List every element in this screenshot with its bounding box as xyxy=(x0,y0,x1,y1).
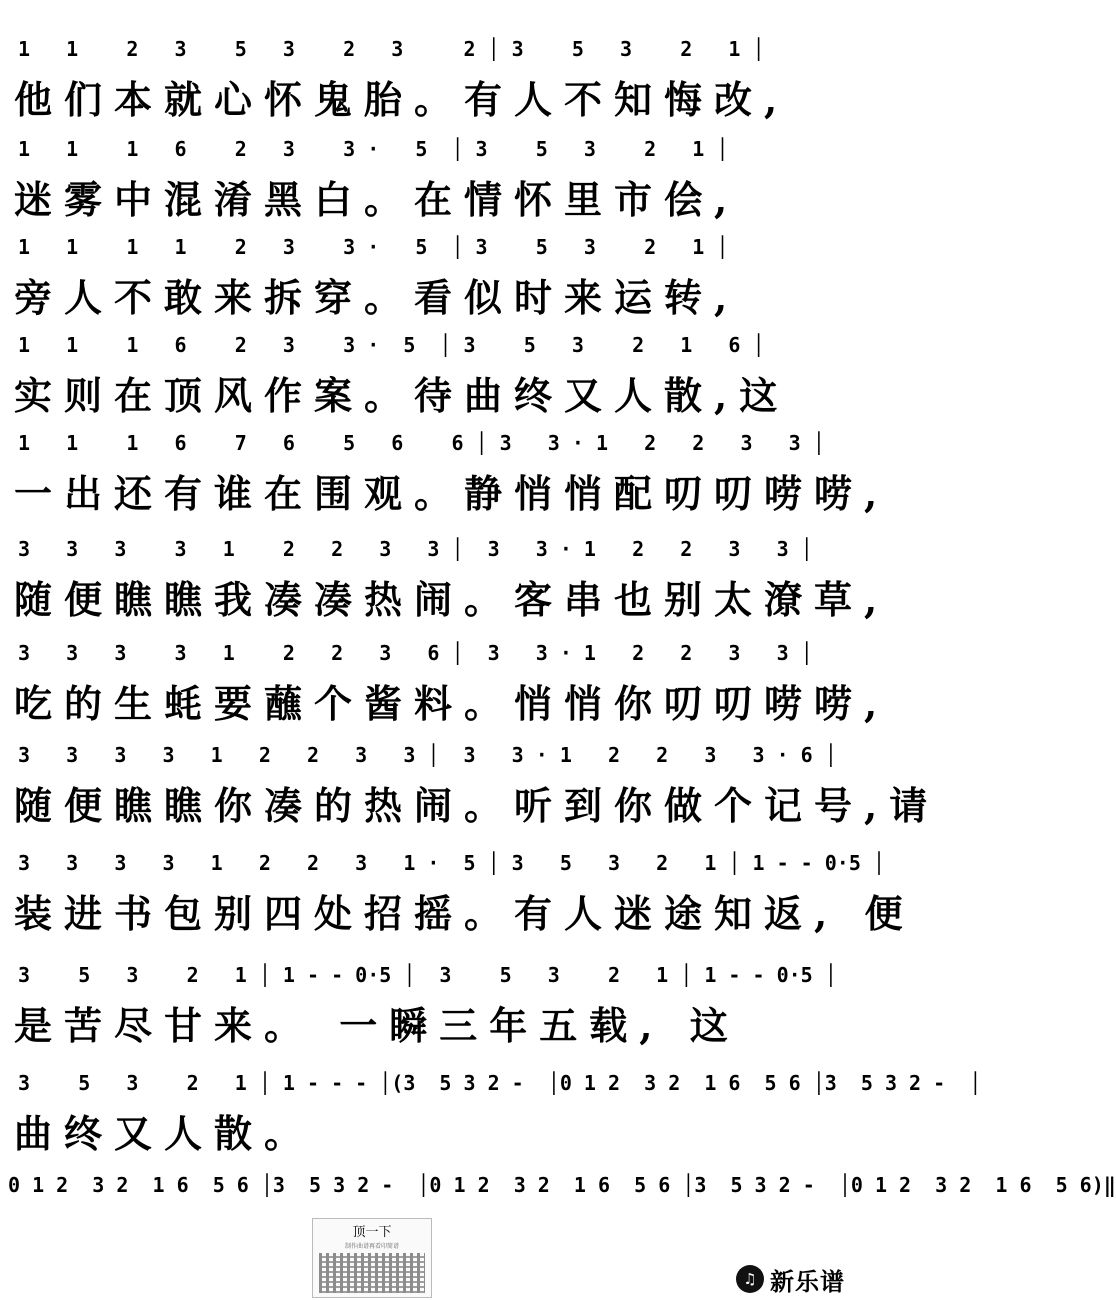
notes-line: 3 3 3 3 1 2 2 3 1 · 5 │ 3 5 3 2 1 │ 1 - - 0·5 │ xyxy=(18,851,885,875)
qr-code-image xyxy=(319,1253,425,1293)
notes-line: 1 1 1 1 2 3 3 · 5 │ 3 5 3 2 1 │ xyxy=(18,235,729,259)
notes-line: 3 3 3 3 1 2 2 3 6 │ 3 3 · 1 2 2 3 3 │ xyxy=(18,641,813,665)
lyrics-line: 吃的生蚝要蘸个酱料。悄悄你叨叨唠唠, xyxy=(14,681,890,726)
lyrics-line: 曲终又人散。 xyxy=(14,1111,315,1156)
lyrics-line: 迷雾中混淆黑白。在情怀里市侩, xyxy=(14,177,740,222)
disc-icon: ♫ xyxy=(736,1265,764,1293)
lyrics-line: 随便瞧瞧我凑凑热闹。客串也别太潦草, xyxy=(14,577,890,622)
notes-line: 1 1 1 6 2 3 3 · 5 │ 3 5 3 2 1 6 │ xyxy=(18,333,765,357)
lyrics-line: 随便瞧瞧你凑的热闹。听到你做个记号,请 xyxy=(14,783,940,828)
lyrics-line: 装进书包别四处招摇。有人迷途知返, 便 xyxy=(14,891,915,936)
notes-line: 3 3 3 3 1 2 2 3 3 │ 3 3 · 1 2 2 3 3 │ xyxy=(18,537,813,561)
lyrics-line: 他们本就心怀鬼胎。有人不知悔改, xyxy=(14,77,790,122)
notes-line: 3 3 3 3 1 2 2 3 3 │ 3 3 · 1 2 2 3 3 · 6 │ xyxy=(18,743,837,767)
brand-logo[interactable] xyxy=(736,1262,845,1296)
lyrics-line: 一出还有谁在围观。静悄悄配叨叨唠唠, xyxy=(14,471,890,516)
interlude-notes: 0 1 2 3 2 1 6 5 6 │3 5 3 2 - │0 1 2 3 2 1 6 5 6 │3 5 3 2 - │0 1 2 3 2 1 6 5 6)‖ xyxy=(8,1173,1116,1197)
notes-line: 1 1 2 3 5 3 2 3 2 │ 3 5 3 2 1 │ xyxy=(18,37,765,61)
notes-line: 1 1 1 6 7 6 5 6 6 │ 3 3 · 1 2 2 3 3 │ xyxy=(18,431,825,455)
notes-line: 3 5 3 2 1 │ 1 - - 0·5 │ 3 5 3 2 1 │ 1 - - 0·5 │ xyxy=(18,963,837,987)
lyrics-line: 是苦尽甘来。 一瞬三年五载, 这 xyxy=(14,1003,740,1048)
lyrics-line: 实则在顶风作案。待曲终又人散,这 xyxy=(14,373,790,418)
brand-name: 新乐谱 xyxy=(770,1267,845,1296)
lyrics-line: 旁人不敢来拆穿。看似时来运转, xyxy=(14,275,740,320)
notes-line: 3 5 3 2 1 │ 1 - - - │(3 5 3 2 - │0 1 2 3 2 1 6 5 6 │3 5 3 2 - │ xyxy=(18,1071,982,1095)
qr-title: 顶一下 xyxy=(352,1225,392,1240)
qr-code-card[interactable] xyxy=(312,1218,432,1298)
qr-subtitle: 制作曲谱再看印简谱 xyxy=(344,1243,399,1250)
notes-line: 1 1 1 6 2 3 3 · 5 │ 3 5 3 2 1 │ xyxy=(18,137,729,161)
